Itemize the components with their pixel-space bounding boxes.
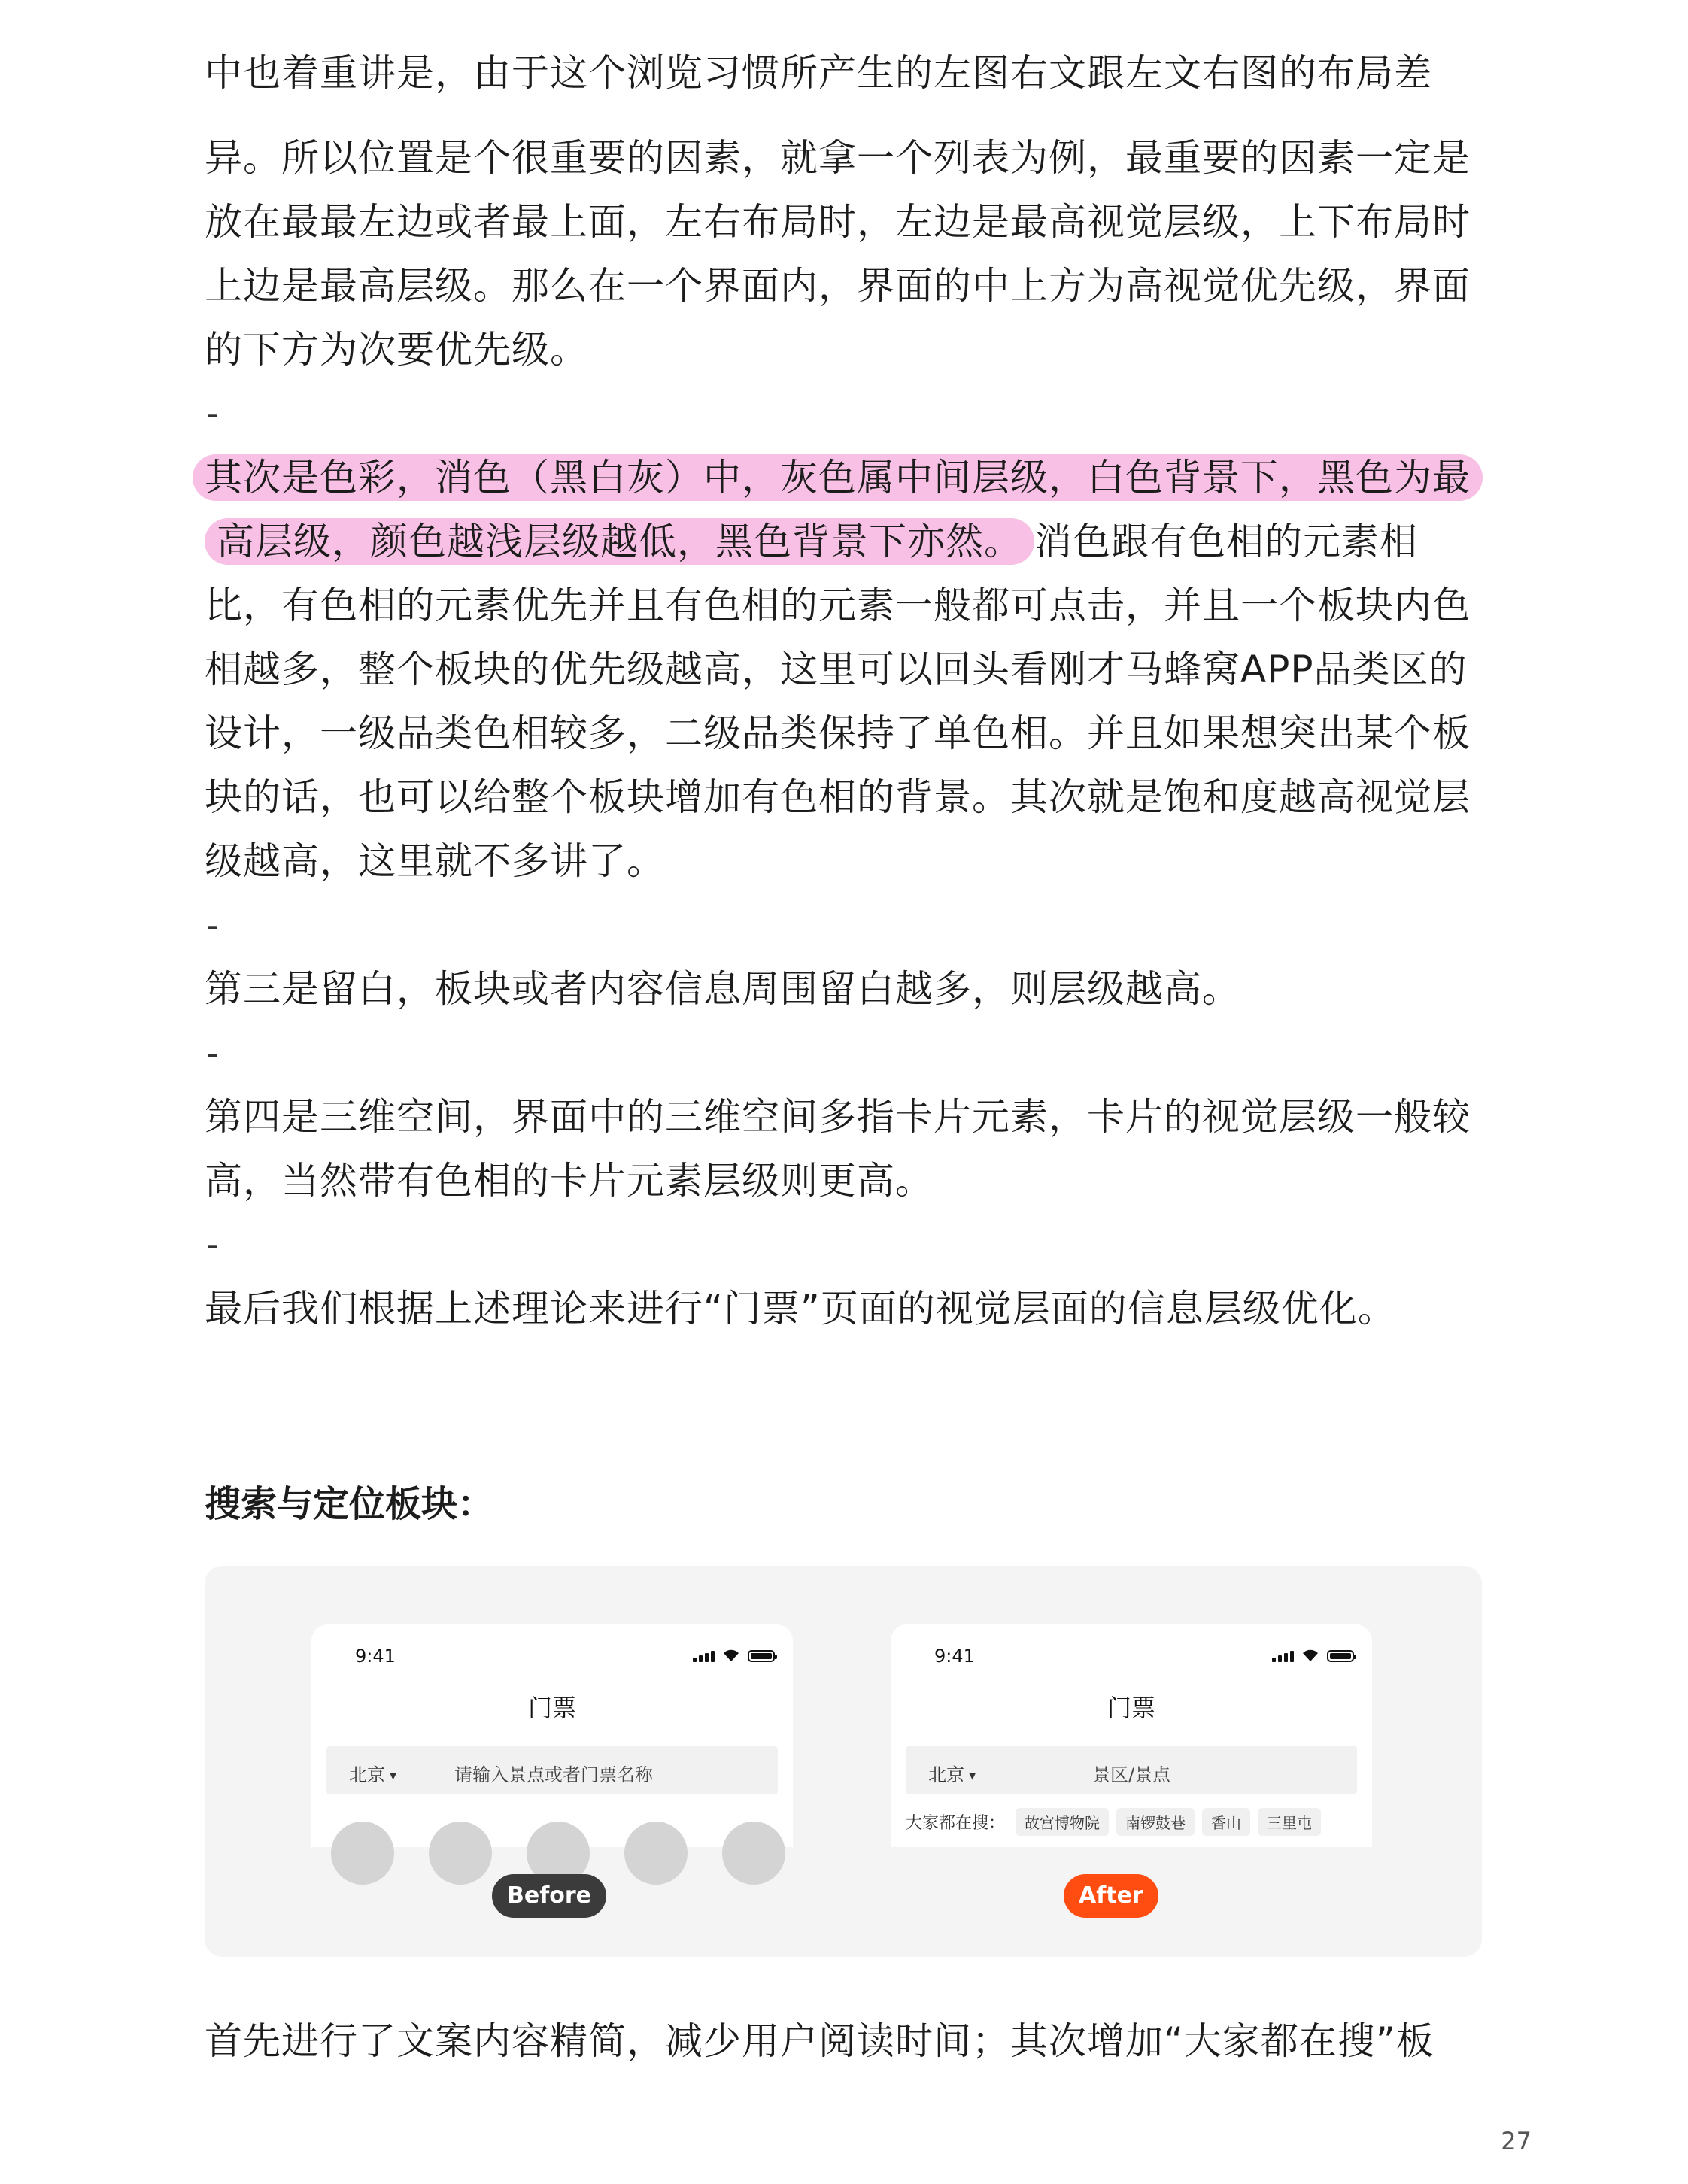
closing-paragraph: 首先进行了文案内容精简，减少用户阅读时间；其次增加“大家都在搜”板	[205, 2019, 1434, 2063]
paragraph-color-rest: 消色跟有色相的元素相比，有色相的元素优先并且有色相的元素一般都可点击，并且一个板块内色相越多，整个板块的优先级越高，这里可以回头看刚才马蜂窝APP品类区的设计，一级品类色相较多，二级品类保持了单色相。并且如果想突出某个板块的话，也可以给整个板块增加有色相的背景。其次就是饱和度越高视觉层级越高，这里就不多讲了。	[205, 520, 1471, 883]
paragraph-3d-space: 第四是三维空间，界面中的三维空间多指卡片元素，卡片的视觉层级一般较高，当然带有色相的卡片元素层级则更高。	[205, 1095, 1471, 1203]
search-placeholder: 请输入景点或者门票名称	[454, 1764, 653, 1785]
paragraph-whitespace: 第三是留白，板块或者内容信息周围留白越多，则层级越高。	[205, 967, 1240, 1011]
hot-search-tag[interactable]: 故宫博物院	[1016, 1808, 1109, 1836]
caret-down-icon: ▼	[969, 1770, 976, 1781]
signal-icon	[693, 1651, 715, 1662]
status-icons	[1272, 1647, 1354, 1662]
paragraph-position: 异。所以位置是个很重要的因素，就拿一个列表为例，最重要的因素一定是放在最最左边或者最上面，左右布局时，左边是最高视觉层级，上下布局时上边是最高层级。那么在一个界面内，界面的中上方为高视觉优先级，界面的下方为次要优先级。	[205, 136, 1471, 372]
page-title: 门票	[527, 1694, 576, 1722]
search-placeholder: 景区/景点	[1091, 1764, 1171, 1785]
hot-search-row	[906, 1808, 1328, 1836]
before-after-figure	[205, 1566, 1482, 1957]
status-icons	[693, 1647, 775, 1662]
category-circle-icon[interactable]	[331, 1822, 394, 1885]
paragraph-partial-top: 中也着重讲是，由于这个浏览习惯所产生的左图右文跟左文右图的布局差	[205, 51, 1432, 95]
city-selector[interactable]: 北京 ▼	[928, 1764, 976, 1785]
search-bar[interactable]	[906, 1746, 1357, 1794]
phone-mockup-before	[311, 1624, 793, 1847]
battery-icon	[748, 1650, 775, 1662]
hot-search-tag[interactable]: 三里屯	[1258, 1808, 1321, 1836]
separator-dash: -	[206, 1033, 219, 1073]
signal-icon	[1272, 1651, 1294, 1662]
highlight-line-2: 高层级，颜色越浅层级越低，黑色背景下亦然。	[205, 518, 1034, 565]
wifi-icon	[721, 1647, 742, 1662]
battery-icon	[1327, 1650, 1354, 1662]
separator-dash: -	[206, 393, 219, 434]
search-bar[interactable]	[326, 1746, 778, 1794]
hot-search-tag[interactable]: 香山	[1202, 1808, 1250, 1836]
before-label-badge: Before	[492, 1874, 606, 1918]
city-selector[interactable]: 北京 ▼	[349, 1764, 397, 1785]
separator-dash: -	[206, 905, 219, 945]
page-title: 门票	[1107, 1694, 1155, 1722]
paragraph-color	[205, 446, 1483, 893]
wifi-icon	[1300, 1647, 1321, 1662]
hot-search-label: 大家都在搜：	[906, 1814, 1006, 1833]
highlight-line-1: 其次是色彩，消色（黑白灰）中，灰色属中间层级，白色背景下，黑色为最	[193, 454, 1483, 501]
separator-dash: -	[206, 1224, 219, 1265]
phone-mockup-after	[891, 1624, 1372, 1847]
status-time: 9:41	[355, 1646, 396, 1667]
category-circle-icon[interactable]	[722, 1822, 785, 1885]
category-circle-icon[interactable]	[429, 1822, 492, 1885]
category-circle-icon[interactable]	[624, 1822, 688, 1885]
status-time: 9:41	[934, 1646, 975, 1667]
after-label-badge: After	[1064, 1874, 1158, 1918]
paragraph-conclusion: 最后我们根据上述理论来进行“门票”页面的视觉层面的信息层级优化。	[205, 1287, 1396, 1330]
page-number: 27	[1501, 2127, 1532, 2155]
caret-down-icon: ▼	[390, 1770, 397, 1781]
hot-search-tag[interactable]: 南锣鼓巷	[1116, 1808, 1195, 1836]
section-title: 搜索与定位板块：	[205, 1483, 494, 1525]
